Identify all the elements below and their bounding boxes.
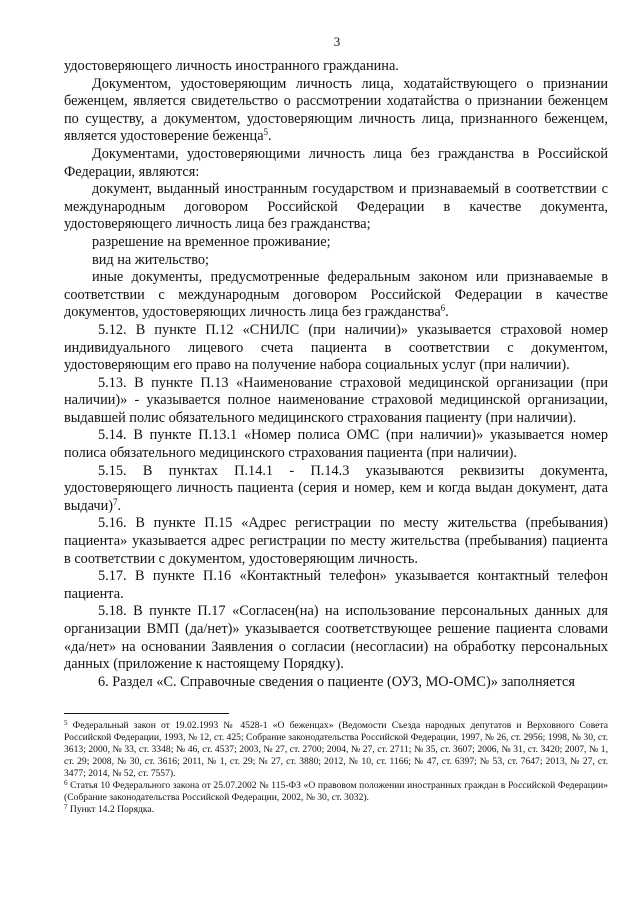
body-text xyxy=(64,58,608,691)
paragraph: 5.18. В пункте П.17 «Согласен(на) на использование персональных данных для организации ВМП (да/нет)» указывается соответствующее решение пациента словами «да/нет» на основании Заявления о согласии (несогласии) на обработку персональных данных (приложение к настоящему Порядку). xyxy=(64,603,608,673)
footnote: $^5$ Федеральный закон от 19.02.1993 № 4528-1 «О беженцах» (Ведомости Съезда народных депутатов и Верховного Совета Российской Федерации, 1993, № 12, ст. 425; Собрание законодательства Российской Федерации, 1997, № 26, ст. 2956; 1998, № 30, ст. 3613; 2000, № 33, ст. 3348; № 46, ст. 4537; 2003, № 27, ст. 2700; 2004, № 27, ст. 2711; № 35, ст. 3607; 2006, № 31, ст. 3420; 2007, № 1, ст. 29; 2008, № 30, ст. 3616; 2011, № 1, ст. 29; № 27, ст. 3880; 2012, № 10, ст. 1166; № 47, ст. 6397; № 53, ст. 7647; 2013, № 27, ст. 3477; 2014, № 52, ст. 7557). xyxy=(64,719,608,779)
footnote-mark: 6 xyxy=(64,778,68,787)
footnote-ref[interactable]: 6 xyxy=(440,303,446,314)
paragraph: разрешение на временное проживание; xyxy=(92,233,331,250)
paragraph: иные документы, предусмотренные федеральным законом или признаваемые в соответствии с международным договором Российской Федерации в качестве документов, удостоверяющих личность лица без гражданства$^6$. xyxy=(64,269,608,321)
paragraph: Документом, удостоверяющим личность лица, ходатайствующего о признании беженцем, является свидетельство о рассмотрении ходатайства о признании беженцем по существу, а документом, удостоверяющим личность лица, признанного беженцем, является удостоверение беженца$^5$. xyxy=(64,75,608,145)
footnote-ref[interactable]: 7 xyxy=(113,496,118,507)
footnotes xyxy=(64,720,608,815)
page-number: 3 xyxy=(333,34,341,49)
footnote-mark: 7 xyxy=(64,802,68,811)
paragraph: 5.16. В пункте П.15 «Адрес регистрации по месту жительства (пребывания) пациента» указывается адрес регистрации по месту жительства (пребывания) пациента в соответствии с документом, удостоверяющим личность. xyxy=(64,515,608,567)
paragraph: вид на жительство; xyxy=(92,251,209,268)
paragraph: 5.12. В пункте П.12 «СНИЛС (при наличии)» указывается страховой номер индивидуального лицевого счета пациента в соответствии с документом, удостоверяющим его право на получение набора социальных услуг (при наличии). xyxy=(64,321,608,374)
paragraph: 5.14. В пункте П.13.1 «Номер полиса ОМС (при наличии)» указывается номер полиса обязательного медицинского страхования пациента (при наличии). xyxy=(64,427,608,462)
footnote-ref[interactable]: 5 xyxy=(263,127,269,138)
paragraph: документ, выданный иностранным государством и признаваемый в соответствии с международным договором Российской Федерации в качестве документа, удостоверяющего личность лица без гражданства; xyxy=(64,181,608,233)
footnote-mark: 5 xyxy=(64,719,68,728)
paragraph: удостоверяющего личность иностранного гражданина. xyxy=(64,58,399,74)
paragraph: 5.13. В пункте П.13 «Наименование страховой медицинской организации (при наличии)» - указывается полное наименование страховой медицинской организации, выдавшей полис обязательного медицинского страхования пациенту (при наличии). xyxy=(64,374,608,426)
footnote-divider xyxy=(64,713,229,714)
paragraph: Документами, удостоверяющими личность лица без гражданства в Российской Федерации, являются: xyxy=(64,145,608,180)
paragraph: 6. Раздел «С. Справочные сведения о пациенте (ОУЗ, МО-ОМС)» заполняется xyxy=(98,673,575,690)
paragraph: 5.15. В пунктах П.14.1 - П.14.3 указываются реквизиты документа, удостоверяющего личность пациента (серия и номер, кем и когда выдан документ, дата выдачи)$^7$. xyxy=(64,462,608,514)
paragraph: 5.17. В пункте П.16 «Контактный телефон» указывается контактный телефон пациента. xyxy=(64,568,608,602)
footnote: $^6$ Статья 10 Федерального закона от 25.07.2002 № 115-ФЗ «О правовом положении иностранных граждан в Российской Федерации» (Собрание законодательства Российской Федерации, 2002, № 30, ст. 3032). xyxy=(64,778,608,803)
footnote: $^7$ Пункт 14.2 Порядка. xyxy=(64,802,155,815)
